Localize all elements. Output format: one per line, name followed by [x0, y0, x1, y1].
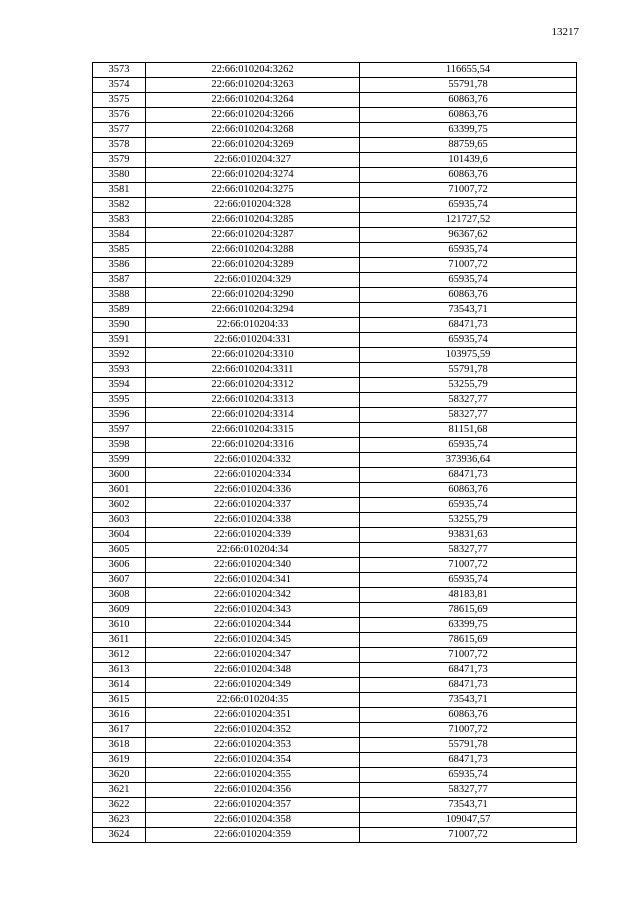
cadastral-number-cell: 22:66:010204:3289 — [146, 258, 360, 273]
table-row — [93, 153, 577, 168]
value-cell: 71007,72 — [360, 723, 577, 738]
cadastral-number-cell: 22:66:010204:345 — [146, 633, 360, 648]
cadastral-number-cell: 22:66:010204:3263 — [146, 78, 360, 93]
row-number-cell: 3593 — [93, 363, 146, 378]
cadastral-number-cell: 22:66:010204:347 — [146, 648, 360, 663]
row-number-cell: 3578 — [93, 138, 146, 153]
row-number-cell: 3610 — [93, 618, 146, 633]
page-number: 13217 — [551, 26, 579, 38]
row-number-cell: 3603 — [93, 513, 146, 528]
row-number-cell: 3613 — [93, 663, 146, 678]
row-number-cell: 3591 — [93, 333, 146, 348]
value-cell: 63399,75 — [360, 123, 577, 138]
row-number-cell: 3621 — [93, 783, 146, 798]
row-number-cell: 3611 — [93, 633, 146, 648]
table-row — [93, 828, 577, 843]
table-row — [93, 78, 577, 93]
table-row — [93, 228, 577, 243]
table-row — [93, 108, 577, 123]
cadastral-number-cell: 22:66:010204:343 — [146, 603, 360, 618]
cadastral-number-cell: 22:66:010204:33 — [146, 318, 360, 333]
table-row — [93, 498, 577, 513]
row-number-cell: 3614 — [93, 678, 146, 693]
table-row — [93, 483, 577, 498]
row-number-cell: 3618 — [93, 738, 146, 753]
row-number-cell: 3585 — [93, 243, 146, 258]
row-number-cell: 3587 — [93, 273, 146, 288]
value-cell: 71007,72 — [360, 558, 577, 573]
cadastral-number-cell: 22:66:010204:3269 — [146, 138, 360, 153]
value-cell: 65935,74 — [360, 243, 577, 258]
value-cell: 68471,73 — [360, 753, 577, 768]
value-cell: 48183,81 — [360, 588, 577, 603]
value-cell: 65935,74 — [360, 768, 577, 783]
cadastral-number-cell: 22:66:010204:3264 — [146, 93, 360, 108]
table-row — [93, 813, 577, 828]
cadastral-number-cell: 22:66:010204:3287 — [146, 228, 360, 243]
row-number-cell: 3620 — [93, 768, 146, 783]
cadastral-number-cell: 22:66:010204:3275 — [146, 183, 360, 198]
value-cell: 58327,77 — [360, 408, 577, 423]
value-cell: 53255,79 — [360, 513, 577, 528]
value-cell: 73543,71 — [360, 693, 577, 708]
table-row — [93, 558, 577, 573]
row-number-cell: 3622 — [93, 798, 146, 813]
cadastral-number-cell: 22:66:010204:341 — [146, 573, 360, 588]
table-row — [93, 333, 577, 348]
row-number-cell: 3612 — [93, 648, 146, 663]
row-number-cell: 3575 — [93, 93, 146, 108]
cadastral-number-cell: 22:66:010204:344 — [146, 618, 360, 633]
value-cell: 65935,74 — [360, 438, 577, 453]
row-number-cell: 3605 — [93, 543, 146, 558]
table-row — [93, 723, 577, 738]
table-row — [93, 588, 577, 603]
row-number-cell: 3623 — [93, 813, 146, 828]
table-row — [93, 123, 577, 138]
table-row — [93, 693, 577, 708]
cadastral-number-cell: 22:66:010204:3314 — [146, 408, 360, 423]
value-cell: 65935,74 — [360, 273, 577, 288]
cadastral-number-cell: 22:66:010204:3262 — [146, 63, 360, 78]
row-number-cell: 3573 — [93, 63, 146, 78]
cadastral-number-cell: 22:66:010204:342 — [146, 588, 360, 603]
cadastral-number-cell: 22:66:010204:340 — [146, 558, 360, 573]
table-row — [93, 768, 577, 783]
row-number-cell: 3582 — [93, 198, 146, 213]
value-cell: 373936,64 — [360, 453, 577, 468]
table-row — [93, 573, 577, 588]
value-cell: 60863,76 — [360, 708, 577, 723]
row-number-cell: 3609 — [93, 603, 146, 618]
row-number-cell: 3607 — [93, 573, 146, 588]
table-row — [93, 363, 577, 378]
value-cell: 73543,71 — [360, 303, 577, 318]
value-cell: 109047,57 — [360, 813, 577, 828]
cadastral-number-cell: 22:66:010204:3266 — [146, 108, 360, 123]
cadastral-number-cell: 22:66:010204:35 — [146, 693, 360, 708]
row-number-cell: 3596 — [93, 408, 146, 423]
row-number-cell: 3580 — [93, 168, 146, 183]
value-cell: 68471,73 — [360, 663, 577, 678]
cadastral-number-cell: 22:66:010204:354 — [146, 753, 360, 768]
row-number-cell: 3595 — [93, 393, 146, 408]
table-row — [93, 618, 577, 633]
row-number-cell: 3601 — [93, 483, 146, 498]
value-cell: 78615,69 — [360, 633, 577, 648]
cadastral-number-cell: 22:66:010204:356 — [146, 783, 360, 798]
cadastral-number-cell: 22:66:010204:3315 — [146, 423, 360, 438]
table-row — [93, 738, 577, 753]
value-cell: 68471,73 — [360, 468, 577, 483]
row-number-cell: 3574 — [93, 78, 146, 93]
table-row — [93, 183, 577, 198]
cadastral-number-cell: 22:66:010204:3294 — [146, 303, 360, 318]
value-cell: 116655,54 — [360, 63, 577, 78]
row-number-cell: 3584 — [93, 228, 146, 243]
cadastral-number-cell: 22:66:010204:332 — [146, 453, 360, 468]
row-number-cell: 3624 — [93, 828, 146, 843]
table-row — [93, 543, 577, 558]
value-cell: 65935,74 — [360, 573, 577, 588]
cadastral-number-cell: 22:66:010204:337 — [146, 498, 360, 513]
row-number-cell: 3594 — [93, 378, 146, 393]
value-cell: 81151,68 — [360, 423, 577, 438]
value-cell: 71007,72 — [360, 258, 577, 273]
cadastral-number-cell: 22:66:010204:336 — [146, 483, 360, 498]
value-cell: 60863,76 — [360, 288, 577, 303]
value-cell: 103975,59 — [360, 348, 577, 363]
row-number-cell: 3590 — [93, 318, 146, 333]
value-cell: 55791,78 — [360, 78, 577, 93]
table-row — [93, 753, 577, 768]
cadastral-number-cell: 22:66:010204:349 — [146, 678, 360, 693]
table-row — [93, 243, 577, 258]
cadastral-number-cell: 22:66:010204:3274 — [146, 168, 360, 183]
table-row — [93, 318, 577, 333]
table-row — [93, 348, 577, 363]
row-number-cell: 3599 — [93, 453, 146, 468]
table-row — [93, 198, 577, 213]
cadastral-number-cell: 22:66:010204:338 — [146, 513, 360, 528]
table-row — [93, 213, 577, 228]
cadastral-number-cell: 22:66:010204:358 — [146, 813, 360, 828]
table-row — [93, 708, 577, 723]
cadastral-number-cell: 22:66:010204:3288 — [146, 243, 360, 258]
row-number-cell: 3589 — [93, 303, 146, 318]
cadastral-number-cell: 22:66:010204:351 — [146, 708, 360, 723]
table-row — [93, 528, 577, 543]
value-cell: 101439,6 — [360, 153, 577, 168]
cadastral-number-cell: 22:66:010204:359 — [146, 828, 360, 843]
table-row — [93, 633, 577, 648]
cadastral-number-cell: 22:66:010204:3310 — [146, 348, 360, 363]
cadastral-number-cell: 22:66:010204:3313 — [146, 393, 360, 408]
cadastral-number-cell: 22:66:010204:34 — [146, 543, 360, 558]
cadastral-number-cell: 22:66:010204:329 — [146, 273, 360, 288]
cadastral-number-cell: 22:66:010204:3268 — [146, 123, 360, 138]
value-cell: 121727,52 — [360, 213, 577, 228]
table-row — [93, 63, 577, 78]
row-number-cell: 3597 — [93, 423, 146, 438]
row-number-cell: 3602 — [93, 498, 146, 513]
value-cell: 60863,76 — [360, 168, 577, 183]
value-cell: 58327,77 — [360, 783, 577, 798]
table-row — [93, 453, 577, 468]
row-number-cell: 3619 — [93, 753, 146, 768]
cadastral-number-cell: 22:66:010204:348 — [146, 663, 360, 678]
value-cell: 71007,72 — [360, 828, 577, 843]
table-row — [93, 273, 577, 288]
value-cell: 60863,76 — [360, 483, 577, 498]
cadastral-number-cell: 22:66:010204:3290 — [146, 288, 360, 303]
cadastral-number-cell: 22:66:010204:339 — [146, 528, 360, 543]
value-cell: 93831,63 — [360, 528, 577, 543]
value-cell: 60863,76 — [360, 108, 577, 123]
value-cell: 96367,62 — [360, 228, 577, 243]
value-cell: 68471,73 — [360, 678, 577, 693]
table-body — [93, 63, 577, 843]
table-row — [93, 798, 577, 813]
cadastral-number-cell: 22:66:010204:327 — [146, 153, 360, 168]
row-number-cell: 3579 — [93, 153, 146, 168]
row-number-cell: 3616 — [93, 708, 146, 723]
table-row — [93, 438, 577, 453]
table-row — [93, 138, 577, 153]
value-cell: 53255,79 — [360, 378, 577, 393]
row-number-cell: 3608 — [93, 588, 146, 603]
table-row — [93, 468, 577, 483]
value-cell: 65935,74 — [360, 198, 577, 213]
cadastral-number-cell: 22:66:010204:334 — [146, 468, 360, 483]
value-cell: 68471,73 — [360, 318, 577, 333]
row-number-cell: 3583 — [93, 213, 146, 228]
table-row — [93, 168, 577, 183]
value-cell: 58327,77 — [360, 393, 577, 408]
value-cell: 63399,75 — [360, 618, 577, 633]
table-row — [93, 393, 577, 408]
value-cell: 73543,71 — [360, 798, 577, 813]
value-cell: 55791,78 — [360, 738, 577, 753]
row-number-cell: 3592 — [93, 348, 146, 363]
value-cell: 65935,74 — [360, 333, 577, 348]
cadastral-value-table — [92, 62, 577, 843]
cadastral-number-cell: 22:66:010204:3311 — [146, 363, 360, 378]
cadastral-number-cell: 22:66:010204:357 — [146, 798, 360, 813]
cadastral-number-cell: 22:66:010204:353 — [146, 738, 360, 753]
row-number-cell: 3615 — [93, 693, 146, 708]
cadastral-number-cell: 22:66:010204:3285 — [146, 213, 360, 228]
table-row — [93, 678, 577, 693]
row-number-cell: 3606 — [93, 558, 146, 573]
table-row — [93, 288, 577, 303]
row-number-cell: 3604 — [93, 528, 146, 543]
value-cell: 58327,77 — [360, 543, 577, 558]
cadastral-number-cell: 22:66:010204:355 — [146, 768, 360, 783]
value-cell: 55791,78 — [360, 363, 577, 378]
table-row — [93, 603, 577, 618]
cadastral-number-cell: 22:66:010204:352 — [146, 723, 360, 738]
row-number-cell: 3600 — [93, 468, 146, 483]
table-row — [93, 648, 577, 663]
value-cell: 88759,65 — [360, 138, 577, 153]
cadastral-number-cell: 22:66:010204:3312 — [146, 378, 360, 393]
row-number-cell: 3581 — [93, 183, 146, 198]
row-number-cell: 3598 — [93, 438, 146, 453]
table-row — [93, 663, 577, 678]
row-number-cell: 3576 — [93, 108, 146, 123]
table-row — [93, 783, 577, 798]
value-cell: 60863,76 — [360, 93, 577, 108]
table-row — [93, 258, 577, 273]
value-cell: 71007,72 — [360, 648, 577, 663]
cadastral-number-cell: 22:66:010204:328 — [146, 198, 360, 213]
value-cell: 71007,72 — [360, 183, 577, 198]
table-row — [93, 93, 577, 108]
table-row — [93, 408, 577, 423]
table-row — [93, 423, 577, 438]
row-number-cell: 3617 — [93, 723, 146, 738]
cadastral-number-cell: 22:66:010204:331 — [146, 333, 360, 348]
value-cell: 78615,69 — [360, 603, 577, 618]
table-row — [93, 303, 577, 318]
row-number-cell: 3588 — [93, 288, 146, 303]
table-row — [93, 513, 577, 528]
value-cell: 65935,74 — [360, 498, 577, 513]
table-row — [93, 378, 577, 393]
row-number-cell: 3586 — [93, 258, 146, 273]
cadastral-number-cell: 22:66:010204:3316 — [146, 438, 360, 453]
row-number-cell: 3577 — [93, 123, 146, 138]
